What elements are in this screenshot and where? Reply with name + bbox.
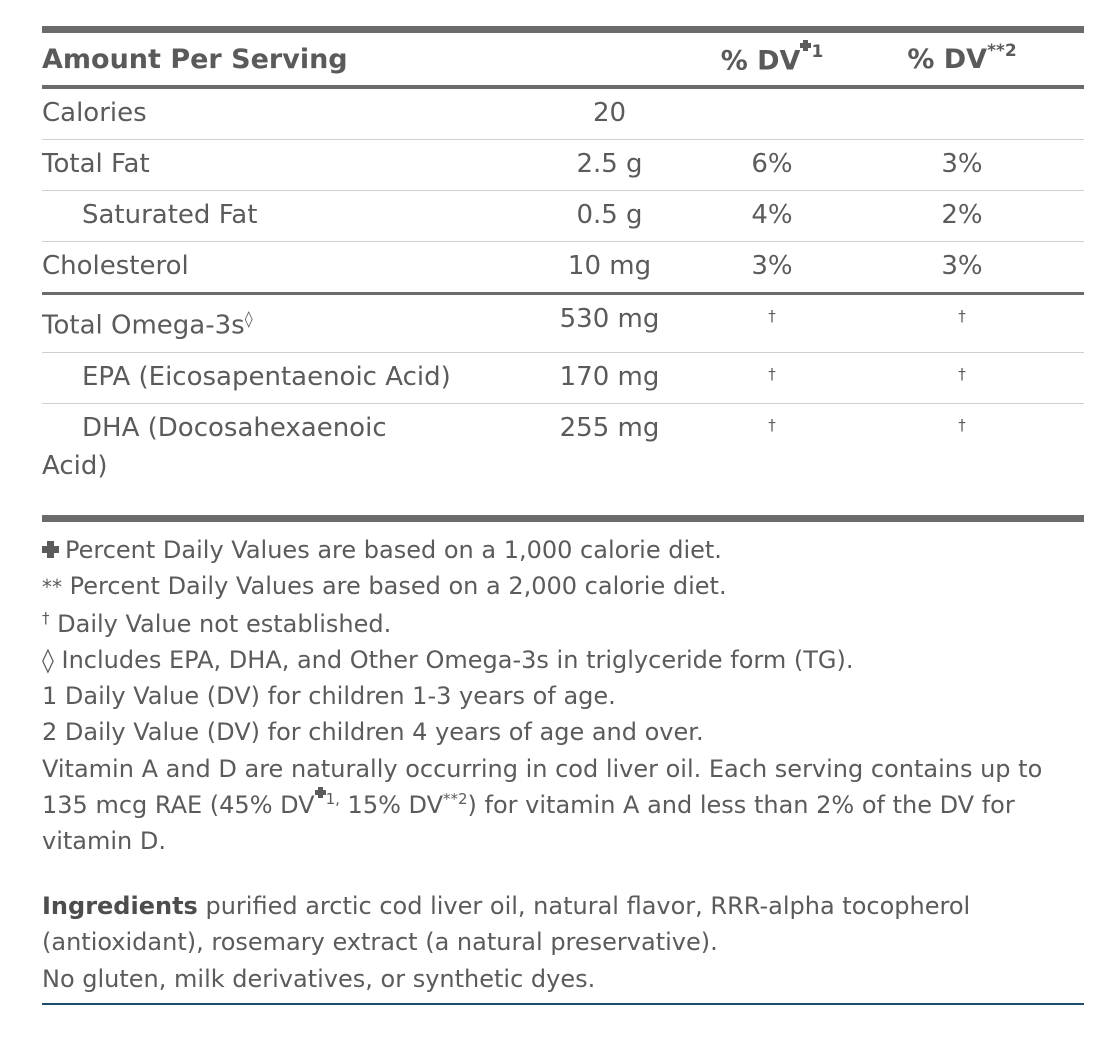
nutrient-dv1: † [768,307,776,325]
footnote-vitamins: Vitamin A and D are naturally occurring in cod liver oil. Each serving contains up to 135 mcg RAE (45% DV $^{1,}$ 15% DV$^{**2}$) for vitamin A and less than 2% of the DV for vitamin D. [42,754,1043,856]
footnote-dagger: † Daily Value not established. [42,608,392,638]
table-row [42,191,1084,242]
nutrient-name: Total Omega-3s◊ [42,309,253,341]
amount-per-serving-heading: Amount Per Serving [42,43,348,75]
nutrient-amount: 20 [592,98,627,128]
nutrient-name: Total Fat [42,149,150,179]
ingredients-section [42,888,1084,1005]
footnote-children-4: 2 Daily Value (DV) for children 4 years of age and over. [42,718,704,747]
table-header [42,33,1084,89]
nutrient-amount: 2.5 g [576,149,643,179]
footnote-omega: ◊ Includes EPA, DHA, and Other Omega-3s in triglyceride form (TG). [42,645,854,674]
nutrient-amount: 255 mg [559,412,660,443]
nutrient-amount: 530 mg [559,304,660,334]
ingredients-text: Ingredients purified arctic cod liver oil, natural flavor, RRR-alpha tocopherol (antioxidant), rosemary extract (a natural preservative). [42,892,971,957]
nutrient-dv2: † [958,415,966,434]
nutrient-dv2: 3% [941,251,983,281]
cross-icon [315,787,326,798]
nutrient-dv2: 3% [941,149,983,179]
cross-icon [800,40,811,51]
nutrient-name: Calories [42,98,147,128]
table-row [42,295,1084,353]
dv2-heading: % DV$^{**2}$ [907,41,1017,75]
footnote-2000-calorie: ** Percent Daily Values are based on a 2,000 calorie diet. [42,572,727,601]
footnote-1000-calorie: Percent Daily Values are based on a 1,000 calorie diet. [42,532,1087,568]
dv1-heading: % DV $^1$ [677,42,867,77]
top-rule [42,26,1084,33]
table-row [42,140,1084,191]
nutrient-amount: 0.5 g [576,200,643,230]
supplement-facts-table [42,26,1084,522]
table-row [42,89,1084,140]
nutrient-dv1: † [768,364,776,383]
table-row [42,353,1084,404]
nutrient-dv1: 4% [751,200,793,230]
nutrient-dv1: 6% [751,149,793,179]
table-row [42,242,1084,295]
nutrient-name: DHA (Docosahexaenoic Acid) [42,412,387,481]
nutrient-dv1: 3% [751,251,793,281]
nutrient-name: EPA (Eicosapentaenoic Acid) [82,361,451,392]
footnote-children-1-3: 1 Daily Value (DV) for children 1-3 years of age. [42,682,616,711]
nutrient-dv1: † [768,415,776,434]
table-row [42,404,1084,515]
nutrient-dv2: † [958,307,966,325]
nutrient-dv2: 2% [941,200,983,230]
nutrient-dv1 [677,89,867,139]
nutrient-dv2 [867,89,1057,139]
cross-icon [42,541,59,558]
nutrient-amount: 170 mg [559,361,660,392]
nutrient-amount: 10 mg [567,251,652,281]
free-from-text: No gluten, milk derivatives, or synthetic dyes. [42,964,596,993]
ingredients-label: Ingredients [42,892,198,920]
nutrient-dv2: † [958,364,966,383]
nutrient-name: Saturated Fat [82,200,258,230]
footnotes [42,532,1087,860]
bottom-rule [42,515,1084,522]
nutrient-name: Cholesterol [42,251,189,281]
